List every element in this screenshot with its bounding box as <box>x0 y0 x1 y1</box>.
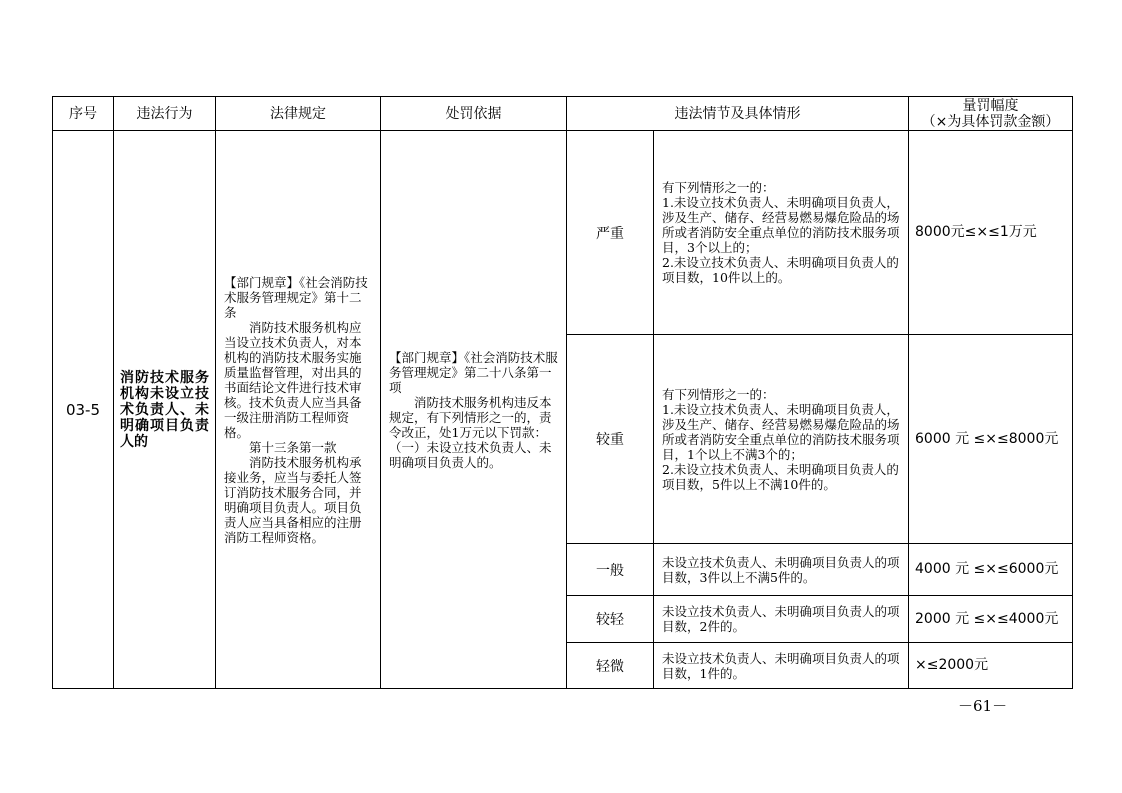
detail-line: 未设立技术负责人、未明确项目负责人的项目数，1件的。 <box>662 650 900 681</box>
level-amount: ×≤2000元 <box>909 643 1073 689</box>
level-detail <box>654 131 909 335</box>
detail-line: 2.未设立技术负责人、未明确项目负责人的项目数，10件以上的。 <box>662 255 899 285</box>
header-basis: 处罚依据 <box>381 97 567 131</box>
item-code: 03-5 <box>53 131 114 689</box>
detail-line: 有下列情形之一的： <box>662 180 775 195</box>
law-provision <box>216 131 381 689</box>
header-circumstance: 违法情节及具体情形 <box>567 97 909 131</box>
header-range-line1: 量罚幅度 <box>962 97 1019 114</box>
law-para: 消防技术服务机构应当设立技术负责人，对本机构的消防技术服务实施质量监督管理，对出具的书面结论文件进行技术审核。技术负责人应当具备一级注册消防工程师资格。 <box>224 319 362 440</box>
penalty-basis <box>381 131 567 689</box>
level-label: 一般 <box>567 544 654 596</box>
header-seq: 序号 <box>53 97 114 131</box>
level-label: 较重 <box>567 335 654 544</box>
page-number: －61－ <box>958 697 1008 715</box>
detail-line: 1.未设立技术负责人、未明确项目负责人，涉及生产、储存、经营易燃易爆危险品的场所或者消防安全重点单位的消防技术服务项目，1个以上不满3个的； <box>662 401 900 462</box>
level-label: 严重 <box>567 131 654 335</box>
header-row <box>53 97 1073 131</box>
level-amount: 8000元≤×≤1万元 <box>909 131 1073 335</box>
law-para: 【部门规章】《社会消防技术服务管理规定》第十二条 <box>224 274 368 320</box>
level-detail <box>654 596 909 643</box>
item-act: 消防技术服务机构未设立技术负责人、未明确项目负责人的 <box>114 131 216 689</box>
header-range-line2: （×为具体罚款金额） <box>921 113 1060 130</box>
detail-line: 有下列情形之一的： <box>662 386 775 402</box>
level-label: 较轻 <box>567 596 654 643</box>
basis-para: 消防技术服务机构违反本规定，有下列情形之一的，责令改正，处1万元以下罚款：（一）未设立技术负责人、未明确项目负责人的。 <box>389 394 552 470</box>
level-detail <box>654 335 909 544</box>
level-amount: 6000 元 ≤×≤8000元 <box>909 335 1073 544</box>
level-amount: 2000 元 ≤×≤4000元 <box>909 596 1073 643</box>
law-para: 第十三条第一款 <box>249 439 337 455</box>
basis-para: 【部门规章】《社会消防技术服务管理规定》第二十八条第一项 <box>389 349 558 395</box>
level-detail <box>654 544 909 596</box>
detail-line: 1.未设立技术负责人、未明确项目负责人，涉及生产、储存、经营易燃易爆危险品的场所或者消防安全重点单位的消防技术服务项目，3个以上的； <box>662 195 900 255</box>
law-para: 消防技术服务机构承接业务，应当与委托人签订消防技术服务合同，并明确项目负责人。项目负责人应当具备相应的注册消防工程师资格。 <box>224 454 362 545</box>
detail-line: 未设立技术负责人、未明确项目负责人的项目数，3件以上不满5件的。 <box>662 554 900 585</box>
header-act: 违法行为 <box>114 97 216 131</box>
level-label: 轻微 <box>567 643 654 689</box>
table-row <box>53 131 1073 335</box>
header-law: 法律规定 <box>216 97 381 131</box>
header-range <box>909 97 1073 131</box>
level-detail <box>654 643 909 689</box>
level-amount: 4000 元 ≤×≤6000元 <box>909 544 1073 596</box>
detail-line: 2.未设立技术负责人、未明确项目负责人的项目数，5件以上不满10件的。 <box>662 461 899 492</box>
penalty-table <box>52 96 1073 689</box>
detail-line: 未设立技术负责人、未明确项目负责人的项目数，2件的。 <box>662 604 900 634</box>
